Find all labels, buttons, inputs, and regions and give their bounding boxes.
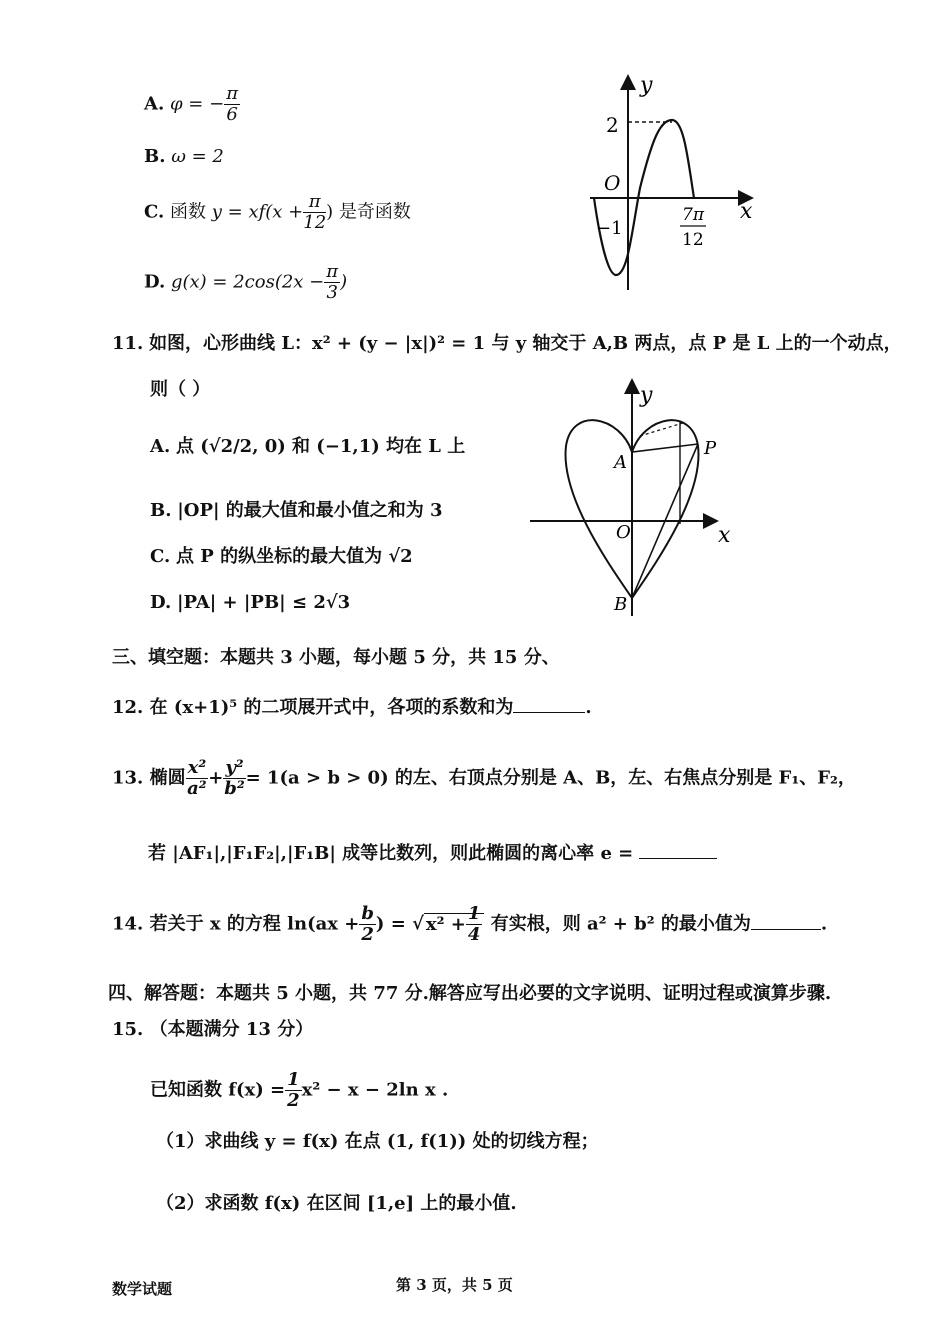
answer-blank[interactable]: [751, 929, 821, 930]
frac-num: 1: [287, 1069, 300, 1090]
q15-given-pre: 已知函数 f(x) =: [150, 1079, 286, 1101]
option-d-post: ): [340, 271, 348, 293]
origin-label: O: [616, 522, 631, 543]
frac-num: x²: [187, 757, 207, 778]
option-label: A.: [144, 93, 165, 115]
answer-blank[interactable]: [639, 858, 717, 859]
q15-given: [150, 1070, 448, 1111]
footer-subject: 数学试题: [112, 1280, 173, 1298]
q14-mid: ) =: [375, 913, 406, 935]
q10-option-a: [144, 84, 240, 125]
frac-den: 12: [303, 212, 327, 233]
option-label: A.: [150, 436, 171, 457]
q13-line2-text: 若 |AF₁|,|F₁F₂|,|F₁B| 成等比数列，则此椭圆的离心率 e =: [148, 843, 634, 864]
q15-given-post: x² − x − 2ln x .: [301, 1079, 449, 1101]
option-text: |OP| 的最大值和最小值之和为 3: [177, 500, 443, 521]
q11-option-b: [150, 496, 443, 522]
frac-den: 2: [361, 924, 374, 945]
option-label: B.: [150, 500, 172, 521]
frac-den: 2: [287, 1090, 300, 1111]
frac-num: y²: [225, 757, 244, 778]
section-4-title: 四、解答题：本题共 5 小题，共 77 分.解答应写出必要的文字说明、证明过程或演算步骤.: [108, 983, 832, 1004]
q13-line1: [112, 758, 856, 799]
q12: [112, 696, 592, 720]
q12-end: .: [585, 697, 592, 718]
question-number: 11.: [112, 333, 144, 354]
q10-sine-graph: [560, 70, 780, 295]
question-number: 15.: [112, 1019, 144, 1040]
option-b-text: ω = 2: [171, 146, 224, 167]
question-number: 12.: [112, 697, 144, 718]
q13-post: = 1(a > b > 0) 的左、右顶点分别是 A、B，左、右焦点分别是 F₁、F₂，: [245, 767, 856, 789]
section-3-title: 三、填空题：本题共 3 小题，每小题 5 分，共 15 分、: [112, 647, 560, 668]
point-p-label: P: [704, 438, 717, 459]
q14: [112, 904, 827, 945]
option-c-pre: 函数: [170, 201, 207, 223]
sqrt-body: [424, 903, 485, 945]
sqrt-sign: √: [412, 913, 424, 935]
y-axis-label: y: [640, 73, 653, 98]
q11-stem-text: 如图，心形曲线 L：x² + (y − |x|)² = 1 与 y 轴交于 A,B 两点，点 P 是 L 上的一个动点，: [149, 333, 902, 354]
frac-num: 1: [467, 903, 481, 924]
option-d-expr: g(x) = 2cos(2x −: [170, 271, 325, 293]
q13-line2: [148, 842, 717, 866]
q11-option-a: [150, 432, 465, 458]
q13-pre: 椭圆: [149, 767, 186, 789]
q13-plus: +: [208, 767, 224, 789]
x-axis-label: x: [718, 523, 731, 548]
frac-den: 3: [326, 282, 338, 303]
frac-den: 6: [226, 104, 238, 125]
frac-den: 4: [467, 924, 481, 945]
footer-page-number: 第 3 页，共 5 页: [396, 1276, 513, 1294]
q10-option-d: [144, 262, 347, 303]
option-text: 点 (√2/2, 0) 和 (−1,1) 均在 L 上: [175, 436, 466, 457]
q10-option-c: [144, 192, 411, 233]
y-min-label: −1: [596, 218, 623, 239]
option-a-lhs: φ = −: [169, 93, 225, 115]
q11-heart-graph: [520, 376, 760, 620]
q15-header: [112, 1018, 313, 1042]
q11-option-d: [150, 592, 350, 613]
x-tick-den: 12: [682, 230, 704, 250]
y-max-label: 2: [606, 113, 619, 137]
option-text: 点 P 的纵坐标的最大值为 √2: [176, 546, 413, 567]
q15-score: （本题满分 13 分）: [149, 1019, 314, 1040]
origin-label: O: [604, 171, 621, 195]
x-tick-num: 7π: [682, 205, 704, 225]
q14-sqrt-pre: x² +: [425, 913, 466, 935]
frac-num: π: [303, 192, 326, 213]
q12-text: 在 (x+1)⁵ 的二项展开式中，各项的系数和为: [149, 697, 514, 718]
frac-den: b²: [224, 778, 245, 799]
q10-option-b: [144, 146, 224, 167]
frac-num: b: [361, 903, 374, 924]
frac-den: a²: [187, 778, 207, 799]
answer-blank[interactable]: [513, 712, 585, 713]
frac-num: π: [226, 83, 239, 104]
q14-end: .: [820, 913, 828, 935]
q11-stem: [112, 332, 902, 356]
option-c-post: ) 是奇函数: [326, 201, 411, 223]
q15-part1: （1）求曲线 y = f(x) 在点 (1, f(1)) 处的切线方程；: [156, 1131, 599, 1152]
option-label: D.: [150, 592, 172, 613]
x-axis-label: x: [740, 199, 753, 224]
option-label: C.: [144, 201, 165, 223]
point-a-label: A: [614, 452, 627, 473]
q11-stem-answer: 则（ ）: [150, 379, 211, 400]
question-number: 13.: [112, 767, 144, 789]
y-axis-label: y: [640, 383, 653, 408]
option-label: B.: [144, 146, 166, 167]
option-label: D.: [144, 271, 166, 293]
option-text: |PA| + |PB| ≤ 2√3: [176, 592, 351, 613]
q14-post: 有实根，则 a² + b² 的最小值为: [490, 913, 751, 935]
question-number: 14.: [112, 913, 144, 935]
point-b-label: B: [614, 594, 628, 615]
q11-option-c: [150, 542, 413, 568]
q15-part2: （2）求函数 f(x) 在区间 [1,e] 上的最小值.: [156, 1193, 517, 1214]
option-c-expr: y = xf(x +: [211, 201, 304, 223]
q14-pre: 若关于 x 的方程 ln(ax +: [149, 913, 360, 935]
segment-pa: [632, 444, 698, 452]
option-label: C.: [150, 546, 171, 567]
frac-num: π: [326, 261, 339, 282]
